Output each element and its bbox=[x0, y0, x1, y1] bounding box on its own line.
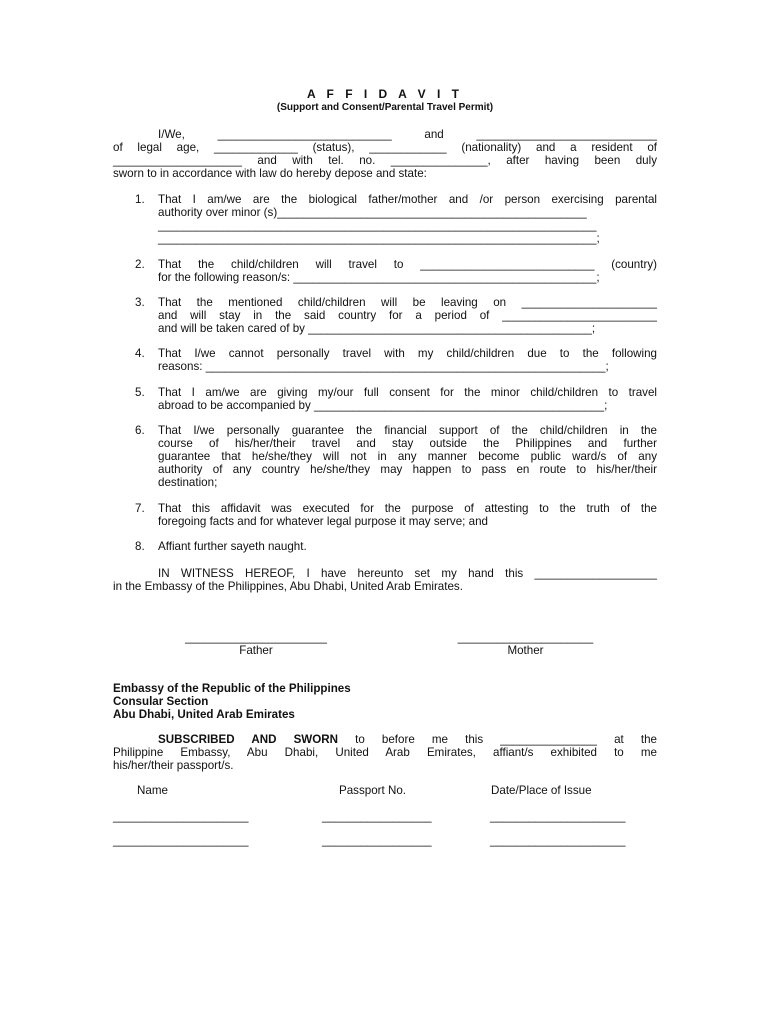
item-number: 3. bbox=[135, 296, 145, 309]
item-line: abroad to be accompanied by _____________________________________________; bbox=[158, 399, 608, 412]
father-label: Father bbox=[239, 644, 273, 657]
item-line: ____________________________________________________________________ bbox=[158, 219, 597, 232]
jurat-line: his/her/their passport/s. bbox=[113, 759, 234, 772]
item-number: 8. bbox=[135, 540, 145, 553]
embassy-location: Abu Dhabi, United Arab Emirates bbox=[113, 708, 295, 721]
item-line: and will be taken cared of by ____________________________________________; bbox=[158, 322, 596, 335]
item-line: That this affidavit was executed for the purpose of attesting to the truth of the bbox=[158, 502, 657, 515]
document-title: A F F I D A V I T bbox=[307, 87, 463, 101]
mother-label: Mother bbox=[507, 644, 544, 657]
witness-paragraph bbox=[113, 567, 657, 593]
item-number: 7. bbox=[135, 502, 145, 515]
item-line: That the child/children will travel to ___________________________ (country) bbox=[158, 258, 657, 271]
item-line: guarantee that he/she/they will not in any manner become public ward/s of any bbox=[158, 450, 657, 463]
item-number: 2. bbox=[135, 258, 145, 271]
mother-signature bbox=[443, 631, 608, 657]
intro-paragraph bbox=[113, 128, 657, 180]
jurat-heading: SUBSCRIBED AND SWORN bbox=[158, 733, 339, 746]
item-line: That I am/we are giving my/our full consent for the minor child/children to travel bbox=[158, 386, 657, 399]
blank-name: _____________________ bbox=[113, 810, 249, 823]
jurat-line: Philippine Embassy, Abu Dhabi, United Arab Emirates, affiant/s exhibited to me bbox=[113, 746, 657, 759]
item-line: authority over minor (s)________________________________________________ bbox=[158, 206, 587, 219]
blank-passport: _________________ bbox=[322, 810, 432, 823]
item-line: That the mentioned child/children will be leaving on _____________________ bbox=[158, 296, 657, 309]
embassy-section: Consular Section bbox=[113, 695, 209, 708]
intro-line: of legal age, _____________ (status), ____________ (nationality) and a resident of bbox=[113, 141, 657, 154]
item-line: destination; bbox=[158, 476, 218, 489]
jurat-line bbox=[113, 733, 657, 746]
item-number: 6. bbox=[135, 424, 145, 437]
father-signature bbox=[170, 631, 342, 657]
embassy-name: Embassy of the Republic of the Philippines bbox=[113, 682, 351, 695]
column-header-passport: Passport No. bbox=[339, 784, 407, 797]
item-line: authority of any country he/she/they may happen to pass en route to his/her/their bbox=[158, 463, 657, 476]
blank-date: _____________________ bbox=[490, 810, 626, 823]
blank-date: _____________________ bbox=[490, 834, 626, 847]
item-line: That I/we personally guarantee the financial support of the child/children in the bbox=[158, 424, 657, 437]
item-number: 5. bbox=[135, 386, 145, 399]
embassy-block bbox=[113, 682, 351, 721]
item-number: 1. bbox=[135, 193, 145, 206]
item-line: ____________________________________________________________________; bbox=[158, 232, 600, 245]
intro-line: I/We, ___________________________ and ____________________________ bbox=[158, 128, 657, 141]
item-line: Affiant further sayeth naught. bbox=[158, 540, 307, 553]
item-line: course of his/her/their travel and stay outside the Philippines and further bbox=[158, 437, 657, 450]
signature-line: _____________________ bbox=[457, 631, 594, 644]
item-line: reasons: ______________________________________________________________; bbox=[158, 360, 609, 373]
witness-line: in the Embassy of the Philippines, Abu Dhabi, United Arab Emirates. bbox=[113, 580, 463, 593]
blank-passport: _________________ bbox=[322, 834, 432, 847]
document-subtitle: (Support and Consent/Parental Travel Permit) bbox=[276, 102, 494, 113]
item-line: foregoing facts and for whatever legal purpose it may serve; and bbox=[158, 515, 488, 528]
signature-line: ______________________ bbox=[185, 631, 327, 644]
intro-line: sworn to in accordance with law do hereby depose and state: bbox=[113, 167, 427, 180]
column-header-date: Date/Place of Issue bbox=[491, 784, 592, 797]
item-line: and will stay in the said country for a period of ________________________ bbox=[158, 309, 657, 322]
intro-line: ____________________ and with tel. no. _______________, after having been duly bbox=[113, 154, 657, 167]
jurat-paragraph bbox=[113, 733, 657, 772]
item-line: That I/we cannot personally travel with my child/children due to the following bbox=[158, 347, 657, 360]
item-line: for the following reason/s: _______________________________________________; bbox=[158, 271, 600, 284]
item-number: 4. bbox=[135, 347, 145, 360]
blank-name: _____________________ bbox=[113, 834, 249, 847]
jurat-line-rest: to before me this _______________ at the bbox=[338, 733, 657, 746]
witness-line: IN WITNESS HEREOF, I have hereunto set my hand this ___________________ bbox=[158, 567, 657, 580]
column-header-name: Name bbox=[137, 784, 168, 797]
item-line: That I am/we are the biological father/mother and /or person exercising parental bbox=[158, 193, 657, 206]
